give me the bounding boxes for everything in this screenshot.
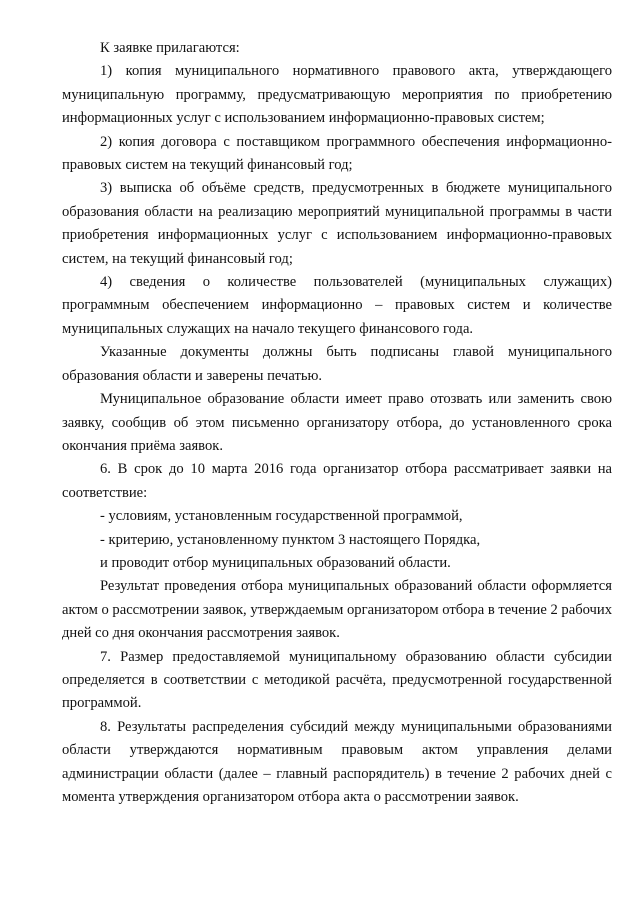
document-body [62, 37, 612, 809]
section-7-paragraph: 7. Размер предоставляемой муниципальному образованию области субсидии определяется в соответствии с методикой расчёта, предусмотренной государственной программой. [62, 648, 612, 712]
item-2-paragraph: 2) копия договора с поставщиком программного обеспечения информационно-правовых систем на текущий финансовый год; [62, 133, 612, 174]
item-1-paragraph: 1) копия муниципального нормативного правового акта, утверждающего муниципальную программу, предусматривающую мероприятия по приобретению информационных услуг с использованием информационно-правовых систем; [62, 63, 612, 127]
item-3-paragraph: 3) выписка об объёме средств, предусмотренных в бюджете муниципального образования области на реализацию мероприятий муниципальной программы в части приобретения информационных услуг с использованием информационно-правовых систем, на текущий финансовый год; [62, 180, 612, 267]
signature-requirement-paragraph: Указанные документы должны быть подписаны главой муниципального образования области и заверены печатью. [62, 344, 612, 384]
condition-list-item: - условиям, установленным государственной программой, [100, 508, 463, 525]
section-6-paragraph: 6. В срок до 10 марта 2016 года организатор отбора рассматривает заявки на соответствие: [62, 461, 612, 501]
criterion-list-item: - критерию, установленному пунктом 3 настоящего Порядка, [100, 531, 481, 548]
withdrawal-paragraph: Муниципальное образование области имеет право отозвать или заменить свою заявку, сообщив об этом письменно организатору отбора, до установленного срока окончания приёма заявок. [62, 391, 612, 454]
item-4-paragraph: 4) сведения о количестве пользователей (муниципальных служащих) программным обеспечением информационно – правовых систем и количестве муниципальных служащих на начало текущего финансового года. [62, 274, 612, 337]
selection-line: и проводит отбор муниципальных образований области. [100, 554, 451, 571]
selection-result-paragraph: Результат проведения отбора муниципальных образований области оформляется актом о рассмотрении заявок, утверждаемым организатором отбора в течение 2 рабочих дней со дня окончания рассмотрения заявок. [62, 578, 612, 642]
section-8-paragraph: 8. Результаты распределения субсидий между муниципальными образованиями области утверждаются нормативным правовым актом управления делами администрации области (далее – главный распорядитель) в течение 2 рабочих дней с момента утверждения организатором отбора акта о рассмотрении заявок. [62, 718, 612, 805]
attachments-heading: К заявке прилагаются: [100, 40, 240, 56]
